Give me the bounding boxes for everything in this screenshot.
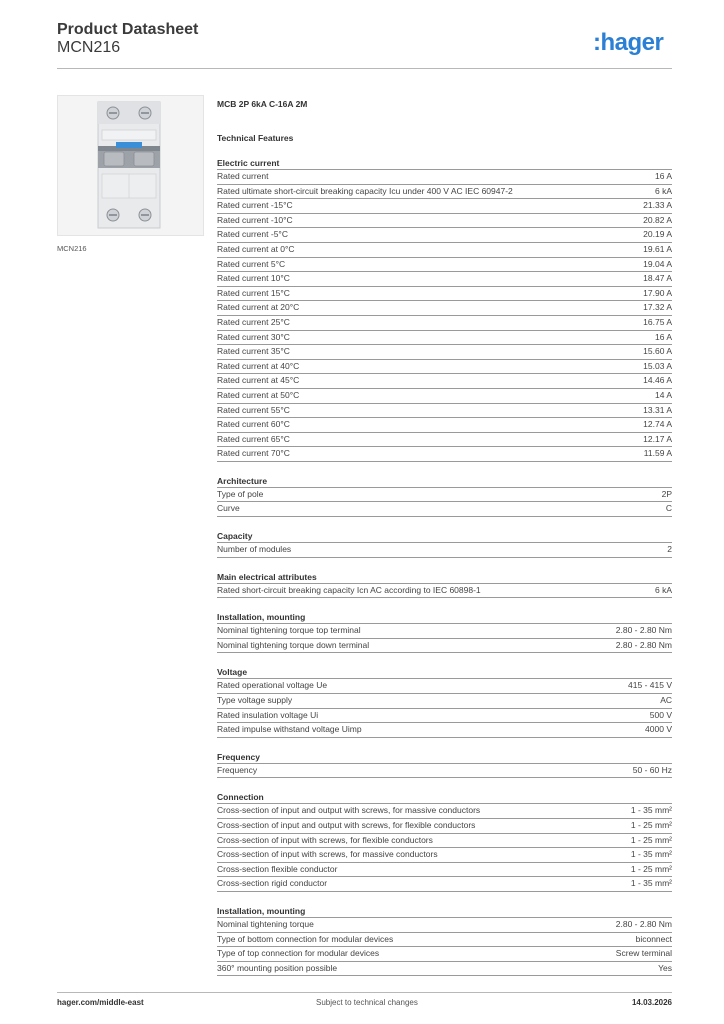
spec-value: 14 A: [654, 389, 672, 400]
section-title: Installation, mounting: [217, 610, 672, 624]
spec-row: [217, 316, 672, 331]
product-code: MCN216: [57, 39, 121, 56]
section-title: Frequency: [217, 750, 672, 764]
spec-label: Rated current 25°C: [217, 316, 290, 327]
spec-label: Curve: [217, 503, 240, 514]
spec-value: 2.80 - 2.80 Nm: [615, 639, 672, 650]
spec-label: Nominal tightening torque down terminal: [217, 639, 370, 650]
spec-label: Rated current 35°C: [217, 346, 290, 357]
footer-date: 14.03.2026: [631, 998, 672, 1007]
spec-row: [217, 819, 672, 834]
spec-label: Rated current -10°C: [217, 214, 293, 225]
spec-label: Rated impulse withstand voltage Uimp: [217, 724, 362, 735]
spec-label: Rated insulation voltage Ui: [217, 709, 319, 720]
spec-label: Frequency: [217, 764, 258, 775]
spec-value: 50 - 60 Hz: [632, 764, 672, 775]
spec-row: [217, 543, 672, 558]
spec-row: [217, 834, 672, 849]
section-title: Installation, mounting: [217, 904, 672, 918]
hager-logo: :hager: [593, 29, 664, 56]
spec-row: [217, 199, 672, 214]
spec-value: 19.61 A: [643, 243, 672, 254]
spec-row: [217, 947, 672, 962]
spec-label: Type of top connection for modular devices: [217, 948, 380, 959]
spec-value: 20.82 A: [643, 214, 672, 225]
spec-row: [217, 863, 672, 878]
spec-row: [217, 694, 672, 709]
spec-row: [217, 679, 672, 694]
spec-row: [217, 287, 672, 302]
footer-divider: [57, 992, 672, 993]
spec-row: [217, 185, 672, 200]
spec-value: 1 - 35 mm²: [630, 878, 672, 889]
spec-row: [217, 389, 672, 404]
spec-value: Yes: [658, 962, 672, 973]
section-title: Electric current: [217, 156, 672, 170]
spec-label: Rated current: [217, 171, 269, 181]
spec-value: 6 kA: [654, 185, 672, 196]
spec-row: [217, 502, 672, 517]
spec-label: Type voltage supply: [217, 695, 293, 706]
spec-label: Rated current 10°C: [217, 273, 290, 284]
spec-row: [217, 360, 672, 375]
spec-value: 16.75 A: [643, 316, 672, 327]
spec-row: [217, 301, 672, 316]
spec-value: 16 A: [654, 171, 672, 181]
spec-row: [217, 962, 672, 977]
spec-value: 14.46 A: [643, 375, 672, 386]
spec-value: C: [665, 503, 672, 514]
spec-label: Rated operational voltage Ue: [217, 680, 328, 691]
section-title: Connection: [217, 790, 672, 804]
circuit-breaker-image: [58, 96, 203, 235]
spec-row: [217, 331, 672, 346]
spec-label: Rated current 70°C: [217, 448, 290, 459]
spec-label: Rated current 30°C: [217, 331, 290, 342]
spec-value: 2: [667, 544, 672, 555]
technical-content: [217, 97, 672, 976]
spec-label: Rated current -5°C: [217, 229, 288, 240]
spec-row: [217, 345, 672, 360]
spec-value: 17.90 A: [643, 287, 672, 298]
spec-label: Rated current 55°C: [217, 404, 290, 415]
spec-label: Rated current 60°C: [217, 419, 290, 430]
spec-value: 18.47 A: [643, 273, 672, 284]
spec-value: 13.31 A: [643, 404, 672, 415]
spec-value: 20.19 A: [643, 229, 672, 240]
spec-value: 12.17 A: [643, 433, 672, 444]
section-title: Architecture: [217, 474, 672, 488]
spec-row: [217, 258, 672, 273]
header-divider: [57, 68, 672, 69]
spec-value: 1 - 25 mm²: [630, 820, 672, 830]
spec-row: [217, 918, 672, 933]
spec-row: [217, 488, 672, 503]
section-title: Voltage: [217, 665, 672, 679]
spec-value: 15.03 A: [643, 360, 672, 371]
spec-label: Rated current at 20°C: [217, 302, 300, 313]
spec-row: [217, 447, 672, 462]
spec-value: 4000 V: [645, 724, 672, 735]
spec-label: Cross-section of input and output with screws, for massive conductors: [217, 805, 481, 816]
section-title: Main electrical attributes: [217, 570, 672, 584]
spec-label: Cross-section of input with screws, for flexible conductors: [217, 834, 433, 845]
spec-value: 12.74 A: [643, 419, 672, 430]
spec-value: 1 - 35 mm²: [630, 805, 672, 816]
spec-label: Rated current at 0°C: [217, 243, 295, 254]
spec-value: 2.80 - 2.80 Nm: [615, 625, 672, 636]
spec-value: 19.04 A: [643, 258, 672, 269]
spec-label: Cross-section of input with screws, for massive conductors: [217, 849, 438, 860]
spec-label: Rated current 5°C: [217, 258, 286, 269]
spec-sections: [217, 156, 672, 976]
spec-label: Cross-section flexible conductor: [217, 863, 338, 874]
spec-value: 16 A: [654, 331, 672, 342]
spec-label: Type of bottom connection for modular devices: [217, 933, 394, 944]
spec-row: [217, 170, 672, 185]
spec-value: 1 - 35 mm²: [630, 849, 672, 860]
spec-row: [217, 723, 672, 738]
image-caption: MCN216: [57, 244, 87, 253]
spec-value: Screw terminal: [615, 948, 672, 959]
product-name: MCB 2P 6kA C-16A 2M: [217, 99, 308, 109]
spec-label: 360° mounting position possible: [217, 962, 338, 973]
spec-row: [217, 804, 672, 819]
spec-row: [217, 848, 672, 863]
footer-disclaimer: Subject to technical changes: [316, 998, 418, 1007]
spec-value: 2.80 - 2.80 Nm: [615, 918, 672, 929]
spec-row: [217, 374, 672, 389]
spec-value: 11.59 A: [643, 448, 672, 459]
spec-label: Rated ultimate short-circuit breaking capacity Icu under 400 V AC IEC 60947-2: [217, 185, 513, 196]
spec-label: Number of modules: [217, 544, 292, 555]
spec-label: Rated current -15°C: [217, 200, 293, 211]
spec-row: [217, 933, 672, 948]
spec-row: [217, 214, 672, 229]
spec-row: [217, 404, 672, 419]
spec-label: Nominal tightening torque top terminal: [217, 625, 361, 636]
spec-label: Nominal tightening torque: [217, 918, 314, 929]
spec-row: [217, 433, 672, 448]
spec-label: Rated current at 40°C: [217, 360, 300, 371]
spec-value: 6 kA: [654, 584, 672, 595]
spec-value: 1 - 25 mm²: [630, 863, 672, 874]
spec-row: [217, 709, 672, 724]
spec-label: Rated short-circuit breaking capacity Icn AC according to IEC 60898-1: [217, 584, 481, 595]
spec-value: 17.32 A: [643, 302, 672, 313]
spec-label: Rated current 65°C: [217, 433, 290, 444]
spec-value: 415 - 415 V: [628, 680, 672, 691]
spec-row: [217, 764, 672, 779]
spec-row: [217, 584, 672, 599]
spec-row: [217, 272, 672, 287]
spec-value: 15.60 A: [643, 346, 672, 357]
spec-row: [217, 877, 672, 892]
spec-row: [217, 418, 672, 433]
page-title: Product Datasheet: [57, 21, 199, 38]
spec-value: 21.33 A: [643, 200, 672, 211]
spec-label: Rated current at 50°C: [217, 389, 300, 400]
spec-label: Cross-section of input and output with screws, for flexible conductors: [217, 820, 476, 830]
product-image: [57, 95, 204, 236]
spec-row: [217, 228, 672, 243]
section-title: Capacity: [217, 529, 672, 543]
spec-value: 1 - 25 mm²: [630, 834, 672, 845]
spec-value: biconnect: [635, 933, 672, 944]
spec-value: AC: [660, 695, 672, 706]
spec-row: [217, 639, 672, 654]
spec-value: 2P: [661, 488, 672, 499]
spec-row: [217, 624, 672, 639]
footer-website: hager.com/middle-east: [57, 998, 144, 1007]
spec-label: Rated current at 45°C: [217, 375, 300, 386]
spec-row: [217, 243, 672, 258]
spec-label: Cross-section rigid conductor: [217, 878, 328, 889]
spec-label: Type of pole: [217, 488, 264, 499]
spec-label: Rated current 15°C: [217, 287, 290, 298]
spec-value: 500 V: [649, 709, 672, 720]
features-heading: Technical Features: [217, 133, 294, 143]
